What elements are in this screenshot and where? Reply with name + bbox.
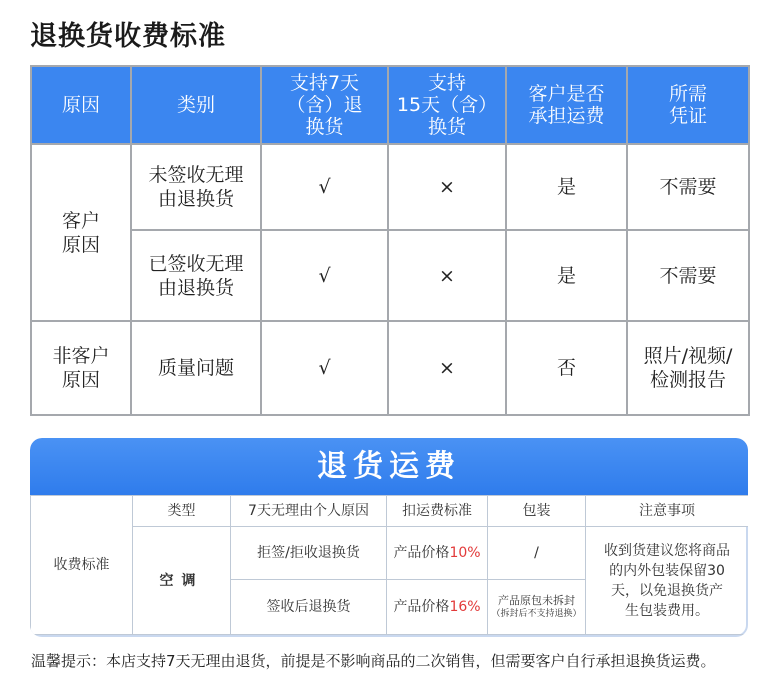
header-freight bbox=[506, 66, 627, 144]
header-fee-standard: 扣运费标准 bbox=[387, 496, 488, 527]
return-policy-table bbox=[30, 65, 750, 416]
header-7day-line: 支持7天 bbox=[289, 72, 360, 94]
proof-cell: 不需要 bbox=[627, 230, 749, 321]
header-proof-line: 所需 bbox=[668, 83, 707, 105]
freight-header-row bbox=[31, 496, 749, 527]
fee-percent: 10% bbox=[449, 545, 481, 561]
proof-line: 照片/视频/ bbox=[643, 345, 733, 367]
note-line: 收到货建议您将商品 bbox=[604, 542, 730, 559]
check-mark: √ bbox=[261, 321, 388, 415]
header-proof bbox=[627, 66, 749, 144]
category-line: 已签收无理 bbox=[148, 252, 244, 275]
header-notes: 注意事项 bbox=[586, 496, 749, 527]
table-row bbox=[31, 144, 749, 230]
category-line: 由退换货 bbox=[157, 276, 234, 299]
fee-prefix: 产品价格 bbox=[393, 545, 450, 561]
table-row bbox=[31, 321, 749, 415]
note-line: 生包装费用。 bbox=[625, 602, 709, 619]
category-line: 未签收无理 bbox=[148, 164, 244, 186]
cross-mark: × bbox=[388, 144, 506, 230]
header-7day bbox=[261, 66, 388, 144]
header-15day-line: 15天（含） bbox=[396, 94, 498, 116]
packaging-line: （拆封后不支持退换） bbox=[491, 609, 582, 619]
freight-cell: 是 bbox=[506, 230, 627, 321]
proof-cell bbox=[627, 321, 749, 415]
header-category: 类别 bbox=[131, 66, 261, 144]
note-line: 的内外包装保留30 bbox=[609, 562, 725, 579]
packaging-line: 产品原包未拆封 bbox=[498, 594, 575, 607]
row-label-cell: 收费标准 bbox=[31, 496, 133, 635]
header-7day-line: （含）退 bbox=[286, 94, 363, 116]
reason-cell: 签收后退换货 bbox=[231, 580, 387, 635]
header-freight-line: 客户是否 bbox=[528, 83, 605, 105]
header-7day-line: 换货 bbox=[305, 116, 344, 138]
reason-line: 原因 bbox=[61, 233, 100, 256]
note-line: 天，以免退换货产 bbox=[611, 582, 723, 599]
table-row bbox=[31, 527, 749, 580]
proof-line: 检测报告 bbox=[649, 369, 726, 391]
product-cell: 空调 bbox=[133, 527, 231, 635]
cross-mark: × bbox=[388, 230, 506, 321]
header-packaging: 包装 bbox=[488, 496, 586, 527]
fee-prefix: 产品价格 bbox=[393, 599, 450, 615]
header-reason: 原因 bbox=[31, 66, 131, 144]
freight-cell: 否 bbox=[506, 321, 627, 415]
check-mark: √ bbox=[261, 230, 388, 321]
category-cell bbox=[131, 144, 261, 230]
fee-cell bbox=[387, 527, 488, 580]
page-title: 退换货收费标准 bbox=[30, 21, 226, 52]
freight-table bbox=[30, 495, 748, 635]
table-row bbox=[31, 230, 749, 321]
reason-noncustomer bbox=[31, 321, 131, 415]
return-freight-panel bbox=[30, 438, 748, 637]
category-cell bbox=[131, 230, 261, 321]
reason-line: 原因 bbox=[61, 369, 100, 391]
reason-line: 客户 bbox=[61, 209, 100, 232]
panel-heading: 退货运费 bbox=[30, 438, 748, 495]
category-line: 由退换货 bbox=[157, 188, 234, 210]
notes-cell bbox=[586, 527, 749, 635]
fee-percent: 16% bbox=[449, 599, 481, 615]
footer-note: 温馨提示：本店支持7天无理由退货，前提是不影响商品的二次销售，但需要客户自行承担退换货运费。 bbox=[31, 652, 716, 670]
category-cell: 质量问题 bbox=[131, 321, 261, 415]
proof-cell: 不需要 bbox=[627, 144, 749, 230]
header-15day-line: 换货 bbox=[427, 116, 466, 138]
cross-mark: × bbox=[388, 321, 506, 415]
check-mark: √ bbox=[261, 144, 388, 230]
header-freight-line: 承担运费 bbox=[528, 105, 605, 127]
reason-customer bbox=[31, 144, 131, 321]
freight-cell: 是 bbox=[506, 144, 627, 230]
reason-line: 非客户 bbox=[52, 345, 110, 367]
table-header-row bbox=[31, 66, 749, 144]
packaging-cell: / bbox=[488, 527, 586, 580]
reason-cell: 拒签/拒收退换货 bbox=[231, 527, 387, 580]
header-reason: 7天无理由个人原因 bbox=[231, 496, 387, 527]
header-type: 类型 bbox=[133, 496, 231, 527]
header-proof-line: 凭证 bbox=[668, 105, 707, 127]
header-15day bbox=[388, 66, 506, 144]
fee-cell bbox=[387, 580, 488, 635]
header-15day-line: 支持 bbox=[427, 72, 466, 94]
packaging-cell bbox=[488, 580, 586, 635]
